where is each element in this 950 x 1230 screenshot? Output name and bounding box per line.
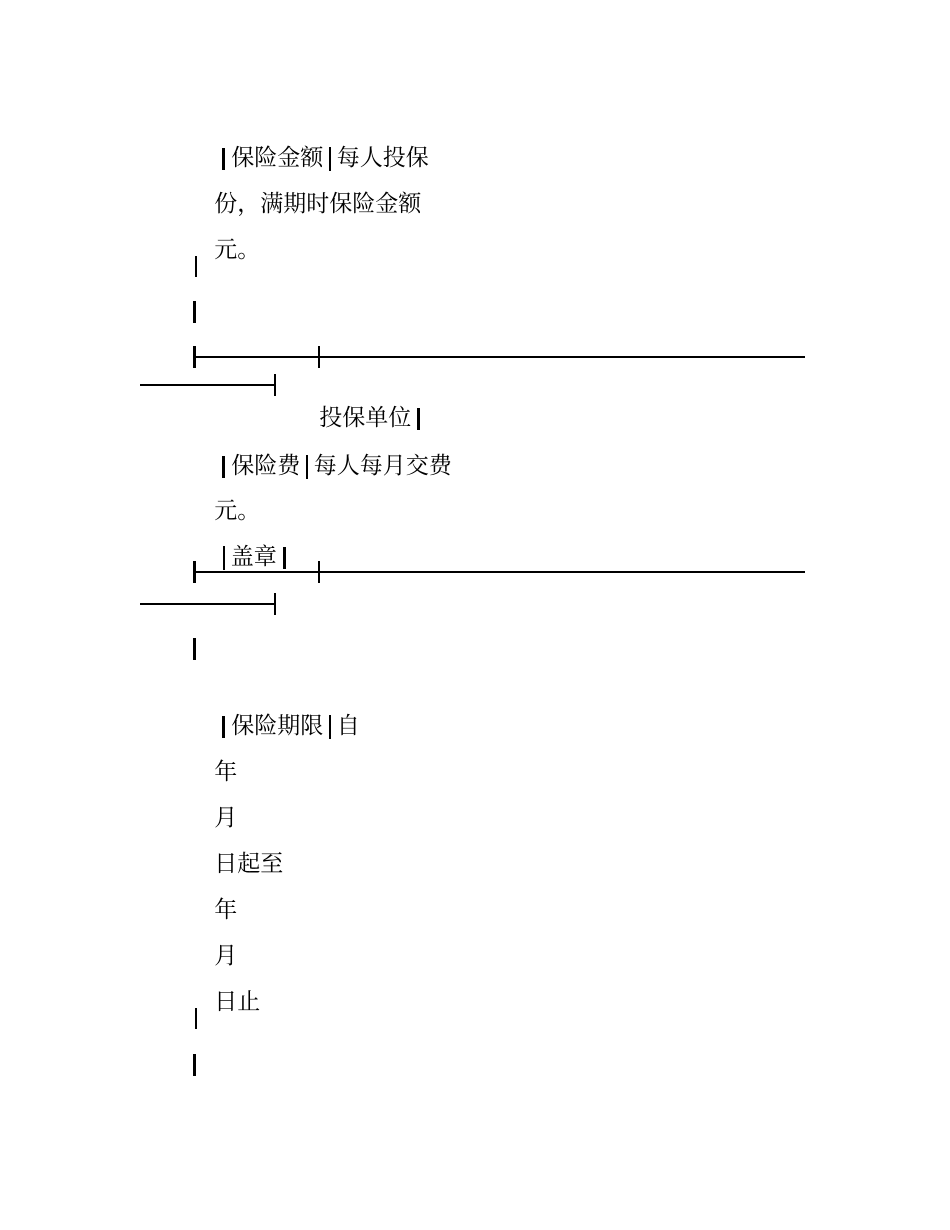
table-rule-continuation [140,603,275,605]
period-month-2: 月 [214,943,238,969]
premium-label: 保险费 [231,453,301,479]
insured-unit-label: 投保单位 [319,405,412,431]
period-year-1: 年 [214,759,238,785]
premium-text-b: 元。 [214,498,261,524]
table-rule-cross [318,346,320,368]
table-rule-cross [318,561,320,583]
insurance-period-from: 自 [336,713,360,739]
table-border-right [283,547,286,569]
table-rule-end [274,593,276,615]
table-border-fragment [195,256,197,277]
table-border-fragment [193,1054,196,1076]
sum-insured-text-a: 每人投保 [336,145,429,171]
sum-insured-text-c: 元。 [214,237,261,263]
sum-insured-label: 保险金额 [231,145,324,171]
table-border-fragment [193,301,196,323]
period-year-2: 年 [214,897,238,923]
period-day-to-line [185,957,260,1047]
table-border-fragment [193,638,196,660]
premium-text-a: 每人每月交费 [313,453,452,479]
sum-insured-text-c-line [185,205,260,295]
table-border-divider [329,715,331,739]
insurance-period-label: 保险期限 [231,713,324,739]
table-rule [195,356,805,358]
table-border-fragment [195,1008,197,1029]
seal-row [185,512,292,602]
period-day-from: 日起至 [214,851,284,877]
sum-insured-text-b: 份，满期时保险金额 [214,191,422,217]
table-rule [195,571,805,573]
table-rule-continuation [140,384,275,386]
table-border-divider [223,546,225,570]
table-border-divider [306,455,308,479]
seal-label: 盖章 [230,544,277,570]
period-day-to: 日止 [214,989,261,1015]
table-rule-end [274,374,276,396]
period-month-1: 月 [214,805,238,831]
